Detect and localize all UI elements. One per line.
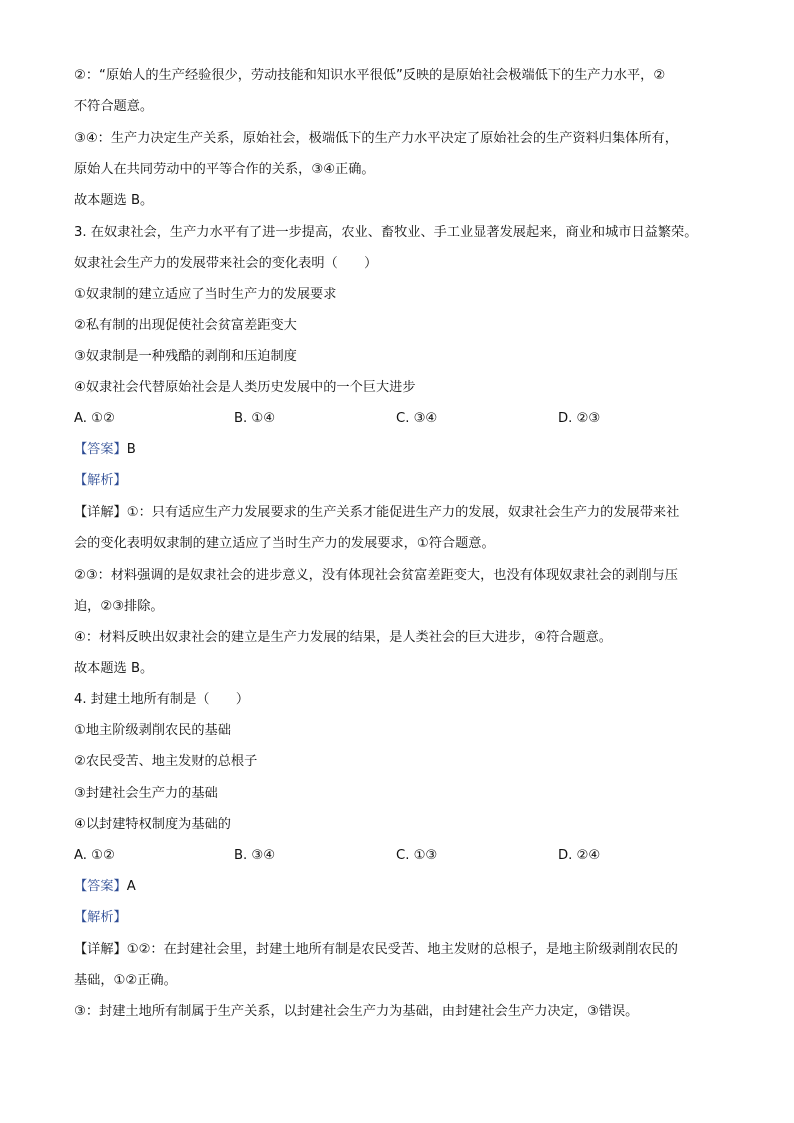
explanation-line: 迫，②③排除。 (74, 599, 164, 614)
answer-row (74, 876, 136, 898)
option-d: D. ②④ (558, 848, 601, 863)
explanation-line: 故本题选 B。 (74, 661, 154, 676)
option-a: A. ①② (74, 411, 115, 426)
statement-1: ①奴隶制的建立适应了当时生产力的发展要求 (74, 287, 337, 302)
paragraph-line: 原始人在共同劳动中的平等合作的关系，③④正确。 (74, 162, 375, 177)
answer-value: A (126, 879, 136, 894)
analysis-label: 【解析】 (74, 910, 127, 925)
question-4-stem: 4. 封建土地所有制是（ ） (74, 692, 250, 707)
paragraph-line: ②：“原始人的生产经验很少，劳动技能和知识水平很低”反映的是原始社会极端低下的生产力水平，② (74, 68, 666, 83)
statement-3: ③封建社会生产力的基础 (74, 786, 218, 801)
answer-value: B (126, 442, 136, 457)
explanation-line: 会的变化表明奴隶制的建立适应了当时生产力的发展要求，①符合题意。 (74, 536, 495, 551)
explanation-line: ③：封建土地所有制属于生产关系，以封建社会生产力为基础，由封建社会生产力决定，③错误。 (74, 1004, 639, 1019)
paragraph-line: 不符合题意。 (74, 99, 154, 114)
question-3-stem: 奴隶社会生产力的发展带来社会的变化表明（ ） (74, 256, 378, 271)
explanation-line: ④：材料反映出奴隶社会的建立是生产力发展的结果，是人类社会的巨大进步，④符合题意。 (74, 630, 612, 645)
explanation-line: 基础，①②正确。 (74, 973, 177, 988)
explanation-line: 【详解】①：只有适应生产力发展要求的生产关系才能促进生产力的发展，奴隶社会生产力的发展带来社 (74, 505, 680, 520)
option-b: B. ③④ (234, 848, 276, 863)
paragraph-line: ③④：生产力决定生产关系，原始社会，极端低下的生产力水平决定了原始社会的生产资料归集体所有， (74, 131, 678, 146)
question-3-stem: 3. 在奴隶社会，生产力水平有了进一步提高，农业、畜牧业、手工业显著发展起来，商业和城市日益繁荣。 (74, 225, 698, 240)
option-a: A. ①② (74, 848, 115, 863)
paragraph-line: 故本题选 B。 (74, 193, 154, 208)
answer-label: 【答案】 (74, 442, 127, 457)
option-c: C. ③④ (396, 411, 438, 426)
statement-2: ②农民受苦、地主发财的总根子 (74, 754, 258, 769)
answer-label: 【答案】 (74, 879, 127, 894)
option-d: D. ②③ (558, 411, 601, 426)
explanation-line: 【详解】①②：在封建社会里，封建土地所有制是农民受苦、地主发财的总根子，是地主阶级剥削农民的 (74, 942, 678, 957)
statement-1: ①地主阶级剥削农民的基础 (74, 723, 231, 738)
statement-4: ④奴隶社会代替原始社会是人类历史发展中的一个巨大进步 (74, 380, 416, 395)
option-b: B. ①④ (234, 411, 276, 426)
analysis-label: 【解析】 (74, 473, 127, 488)
option-c: C. ①③ (396, 848, 438, 863)
statement-2: ②私有制的出现促使社会贫富差距变大 (74, 318, 297, 333)
answer-row (74, 439, 136, 461)
explanation-line: ②③：材料强调的是奴隶社会的进步意义，没有体现社会贫富差距变大，也没有体现奴隶社会的剥削与压 (74, 568, 678, 583)
statement-3: ③奴隶制是一种残酷的剥削和压迫制度 (74, 349, 297, 364)
statement-4: ④以封建特权制度为基础的 (74, 817, 231, 832)
